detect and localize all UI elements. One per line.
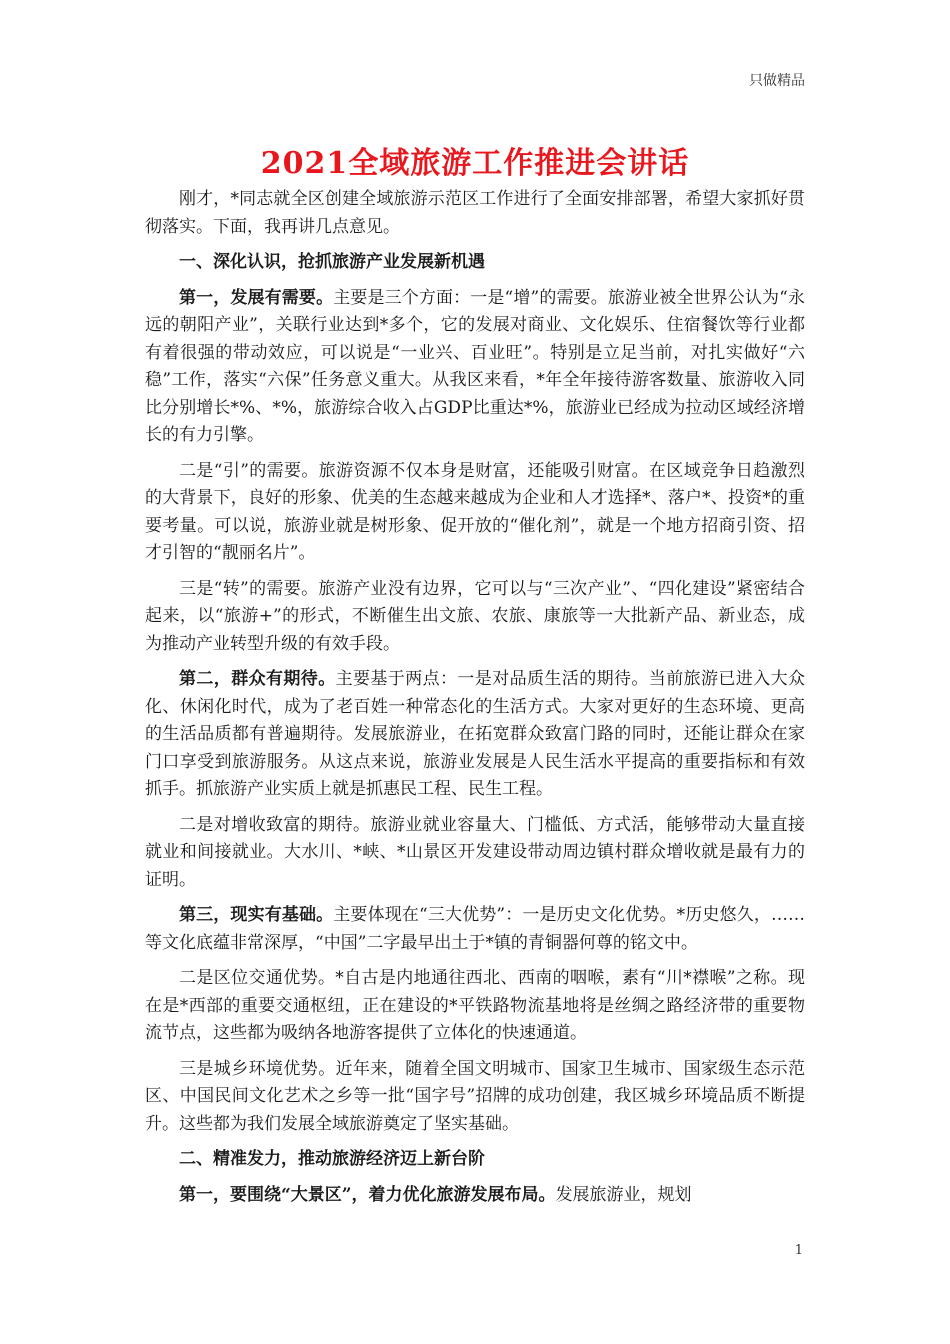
page-number: 1 (794, 1243, 803, 1258)
header-note: 只做精品 (749, 73, 805, 89)
paragraph: 刚才，*同志就全区创建全域旅游示范区工作进行了全面安排部署，希望大家抓好贯彻落实。下面，我再讲几点意见。 (145, 189, 805, 237)
paragraph-lead: 第三，现实有基础。 (179, 905, 334, 925)
document-title: 2021全域旅游工作推进会讲话 (260, 146, 690, 181)
paragraph-lead: 第一，发展有需要。 (179, 287, 334, 308)
paragraph-lead: 第一，要围绕“大景区”，着力优化旅游发展布局。 (179, 1184, 556, 1205)
section-heading: 二、精准发力，推动旅游经济迈上新台阶 (179, 1149, 485, 1169)
paragraph: 第一，要围绕“大景区”，着力优化旅游发展布局。发展旅游业，规划 (179, 1184, 692, 1205)
paragraph: 三是城乡环境优势。近年来，随着全国文明城市、国家卫生城市、国家级生态示范区、中国民间文化艺术之乡等一批“国字号”招牌的成功创建，我区城乡环境品质不断提升。这些都为我们发展全域旅游奠定了坚实基础。 (145, 1058, 805, 1134)
paragraph: 第一，发展有需要。主要是三个方面：一是“增”的需要。旅游业被全世界公认为“永远的朝阳产业”，关联行业达到*多个，它的发展对商业、文化娱乐、住宿餐饮等行业都有着很强的带动效应，可以说是“一业兴、百业旺”。特别是立足当前，对扎实做好“六稳”工作，落实“六保”任务意义重大。从我区来看，*年全年接待游客数量、旅游收入同比分别增长*%、*%，旅游综合收入占GDP比重达*%，旅游业已经成为拉动区域经济增长的有力引擎。 (145, 287, 805, 445)
section-heading: 一、深化认识，抢抓旅游产业发展新机遇 (179, 252, 485, 272)
paragraph: 二是对增收致富的期待。旅游业就业容量大、门槛低、方式活，能够带动大量直接就业和间接就业。大水川、*峡、*山景区开发建设带动周边镇村群众增收就是最有力的证明。 (145, 814, 805, 890)
paragraph-lead: 第二，群众有期待。 (179, 669, 336, 689)
paragraph: 第二，群众有期待。主要基于两点：一是对品质生活的期待。当前旅游已进入大众化、休闲化时代，成为了老百姓一种常态化的生活方式。大家对更好的生态环境、更高的生活品质都有普遍期待。发展旅游业，在拓宽群众致富门路的同时，还能让群众在家门口享受到旅游服务。从这点来说，旅游业发展是人民生活水平提高的重要指标和有效抓手。抓旅游产业实质上就是抓惠民工程、民生工程。 (145, 669, 806, 799)
paragraph: 二是区位交通优势。*自古是内地通往西北、西南的咽喉，素有“川*襟喉”之称。现在是*西部的重要交通枢纽，正在建设的*平铁路物流基地将是丝绸之路经济带的重要物流节点，这些都为吸纳各地游客提供了立体化的快速通道。 (145, 968, 805, 1043)
paragraph: 二是“引”的需要。旅游资源不仅本身是财富，还能吸引财富。在区域竞争日趋激烈的大背景下，良好的形象、优美的生态越来越成为企业和人才选择*、落户*、投资*的重要考量。可以说，旅游业就是树形象、促开放的“催化剂”，就是一个地方招商引资、招才引智的“靓丽名片”。 (145, 460, 805, 563)
document-body (145, 186, 805, 1217)
paragraph: 第三，现实有基础。主要体现在“三大优势”：一是历史文化优势。*历史悠久，……等文化底蕴非常深厚，“中国”二字最早出土于*镇的青铜器何尊的铭文中。 (145, 905, 805, 953)
paragraph: 三是“转”的需要。旅游产业没有边界，它可以与“三次产业”、“四化建设”紧密结合起来，以“旅游+”的形式，不断催生出文旅、农旅、康旅等一大批新产品、新业态，成为推动产业转型升级的有效手段。 (145, 578, 805, 654)
